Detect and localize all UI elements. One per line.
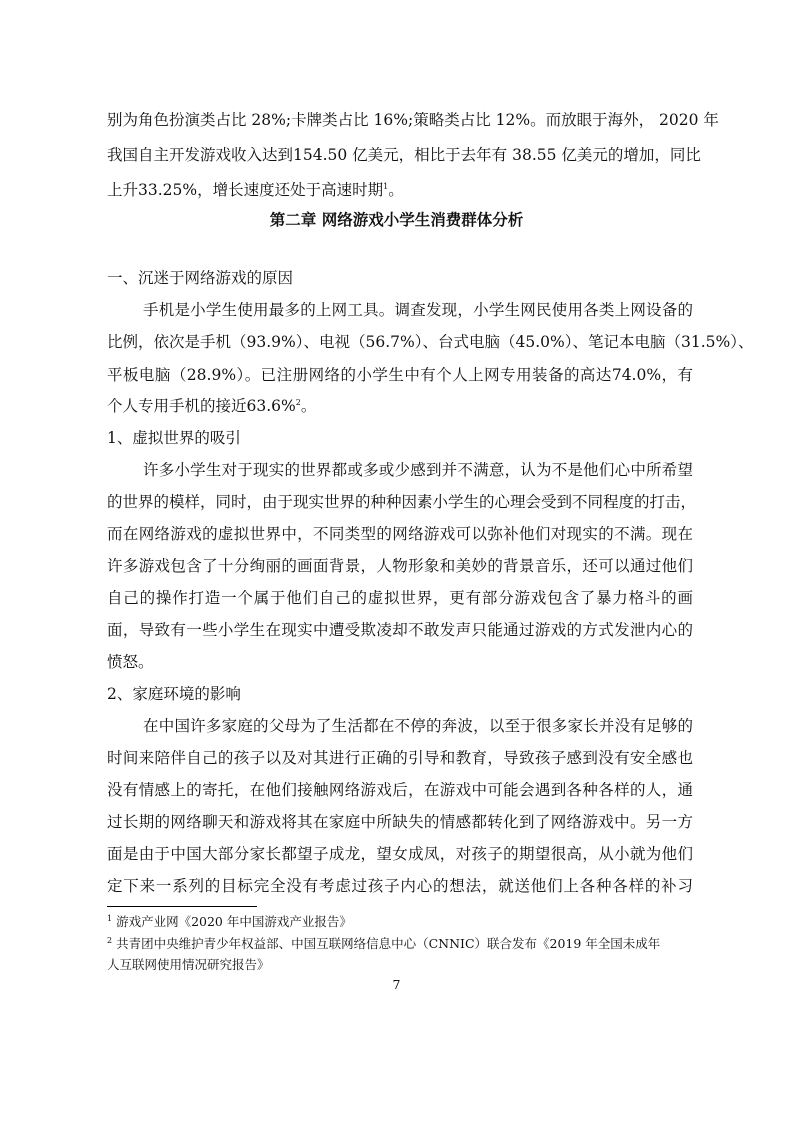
intro-line-3-text: 上升33.25%，增长速度还处于高速时期	[107, 181, 384, 199]
section1-line-4	[107, 392, 693, 420]
footnote-ref-1: 1	[383, 181, 389, 191]
sub1-line-1: 许多小学生对于现实的世界都或多或少感到并不满意，认为不是他们心中所希望	[143, 461, 693, 479]
section-heading-1: 一、沉迷于网络游戏的原因	[107, 269, 294, 287]
sub2-line-3: 没有情感上的寄托，在他们接触网络游戏后，在游戏中可能会遇到各种各样的人，通	[107, 781, 693, 799]
subsection-heading-1: 1、虚拟世界的吸引	[107, 429, 241, 447]
footnote-divider	[107, 906, 257, 907]
section1-line-3: 平板电脑（28.9%）。已注册网络的小学生中有个人上网专用装备的高达74.0%，有	[107, 366, 693, 384]
sub2-line-6: 定下来一系列的目标完全没有考虑过孩子内心的想法，就送他们上各种各样的补习	[107, 877, 693, 895]
footnote-ref-2: 2	[295, 397, 301, 407]
sub1-line-5: 自己的操作打造一个属于他们自己的虚拟世界，更有部分游戏包含了暴力格斗的画	[107, 589, 693, 607]
intro-line-3	[107, 176, 693, 204]
sub1-line-2: 的世界的模样，同时，由于现实世界的种种因素小学生的心理会受到不同程度的打击，	[107, 493, 697, 511]
footnote-1-mark: 1	[107, 913, 113, 923]
sub1-line-4: 许多游戏包含了十分绚丽的画面背景，人物形象和美妙的背景音乐，还可以通过他们	[107, 557, 693, 575]
section1-line-4-text: 个人专用手机的接近63.6%	[107, 397, 296, 415]
intro-line-3-end: 。	[388, 181, 404, 199]
page-number: 7	[392, 977, 401, 992]
sub1-line-7: 愤怒。	[107, 653, 154, 671]
sub2-line-4: 过长期的网络聊天和游戏将其在家庭中所缺失的情感都转化到了网络游戏中。另一方	[107, 813, 693, 831]
sub2-line-2: 时间来陪伴自己的孩子以及对其进行正确的引导和教育，导致孩子感到没有安全感也	[107, 749, 693, 767]
sub1-line-6: 面，导致有一些小学生在现实中遭受欺凌却不敢发声只能通过游戏的方式发泄内心的	[107, 621, 693, 639]
footnote-2	[107, 934, 693, 954]
footnote-1	[107, 912, 693, 932]
sub2-line-5: 面是由于中国大部分家长都望子成龙，望女成凤，对孩子的期望很高，从小就为他们	[107, 845, 693, 863]
section1-line-1: 手机是小学生使用最多的上网工具。调查发现，小学生网民使用各类上网设备的	[143, 301, 693, 319]
sub2-line-1: 在中国许多家庭的父母为了生活都在不停的奔波，以至于很多家长并没有足够的	[143, 717, 693, 735]
footnote-2-mark: 2	[107, 935, 113, 945]
sub1-line-3: 而在网络游戏的虚拟世界中，不同类型的网络游戏可以弥补他们对现实的不满。现在	[107, 525, 693, 543]
section1-line-2: 比例，依次是手机（93.9%）、电视（56.7%）、台式电脑（45.0%）、笔记本电脑（31.5%）、	[107, 333, 754, 351]
section1-line-4-end: 。	[300, 397, 317, 415]
footnote-2-continued: 人互联网使用情况研究报告》	[107, 957, 270, 972]
footnote-1-text: 游戏产业网《2020 年中国游戏产业报告》	[116, 914, 352, 929]
intro-line-2: 我国自主开发游戏收入达到154.50 亿美元，相比于去年有 38.55 亿美元的增加，同比	[107, 146, 701, 164]
chapter-title: 第二章 网络游戏小学生消费群体分析	[269, 211, 524, 229]
intro-line-1: 别为角色扮演类占比 28%;卡牌类占比 16%;策略类占比 12%。而放眼于海外， 2020 年	[107, 111, 719, 129]
subsection-heading-2: 2、家庭环境的影响	[107, 685, 241, 703]
footnote-2-text: 共青团中央维护青少年权益部、中国互联网络信息中心（CNNIC）联合发布《2019 年全国未成年	[116, 936, 661, 951]
